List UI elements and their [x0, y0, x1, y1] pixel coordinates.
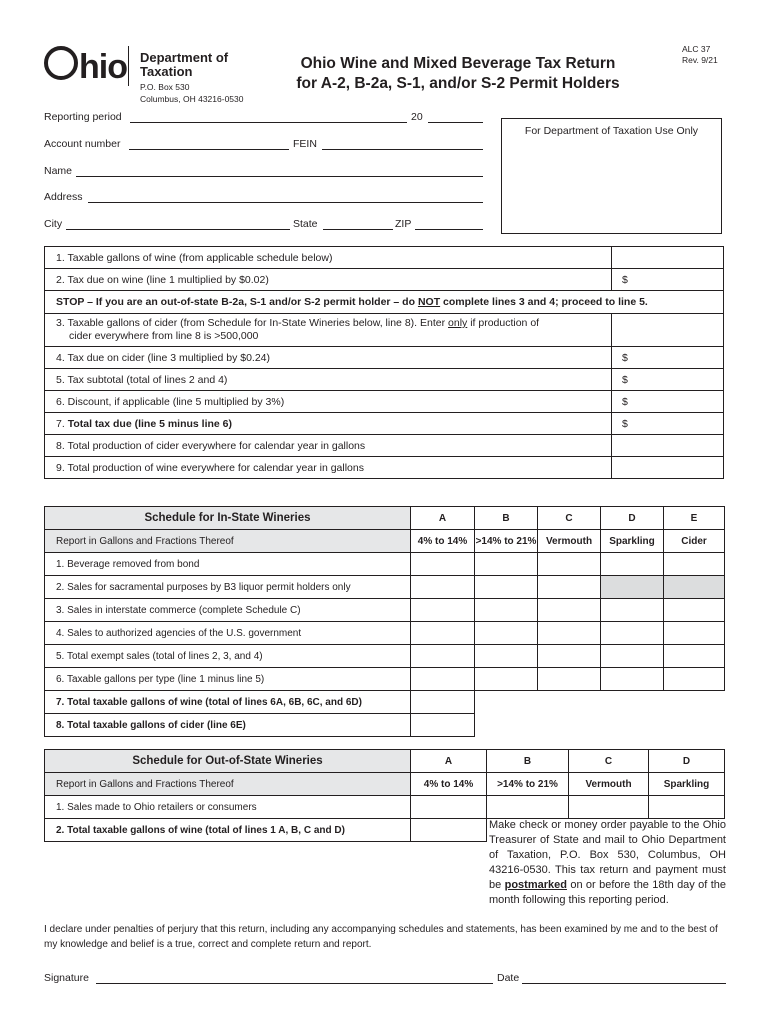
stop-instruction: STOP – If you are an out-of-state B-2a, S-1 and/or S-2 permit holder – do NOT complete lines 3 and 4; proceed to line 5. [45, 291, 724, 314]
line-2-amount[interactable]: $ [612, 269, 724, 291]
instate-col-label-b: >14% to 21% [475, 530, 538, 553]
line-4-label: 4. Tax due on cider (line 3 multiplied by $0.24) [45, 347, 612, 369]
outstate-col-label-c: Vermouth [569, 773, 649, 796]
outstate-row-2: 2. Total taxable gallons of wine (total of lines 1 A, B, C and D) [45, 819, 725, 842]
outstate-col-label-a: 4% to 14% [411, 773, 487, 796]
instate-col-b: B [475, 507, 538, 530]
reporting-period-field[interactable] [130, 122, 407, 123]
instate-col-label-c: Vermouth [538, 530, 601, 553]
outstate-subtitle: Report in Gallons and Fractions Thereof [45, 773, 411, 796]
instate-row-4: 4. Sales to authorized agencies of the U.S. government [45, 622, 725, 645]
instate-col-d: D [601, 507, 664, 530]
line-1-label: 1. Taxable gallons of wine (from applicable schedule below) [45, 247, 612, 269]
tax-lines-table [44, 246, 724, 479]
city-label: City [44, 218, 63, 230]
instate-schedule-table [44, 506, 725, 737]
outstate-col-d: D [649, 750, 725, 773]
instate-row-8: 8. Total taxable gallons of cider (line 6E) [45, 714, 725, 737]
line-7-label: 7. Total tax due (line 5 minus line 6) [45, 413, 612, 435]
line-6-label: 6. Discount, if applicable (line 5 multiplied by 3%) [45, 391, 612, 413]
date-field[interactable] [522, 983, 726, 984]
reporting-period-label: Reporting period [44, 111, 122, 123]
outstate-row-1: 1. Sales made to Ohio retailers or consumers [45, 796, 725, 819]
account-number-field[interactable] [129, 149, 289, 150]
year-field[interactable] [428, 122, 483, 123]
zip-label: ZIP [395, 218, 412, 230]
instate-row-6: 6. Taxable gallons per type (line 1 minus line 5) [45, 668, 725, 691]
line-8-label: 8. Total production of cider everywhere for calendar year in gallons [45, 435, 612, 457]
line-9-amount[interactable] [612, 457, 724, 479]
line-1-amount[interactable] [612, 247, 724, 269]
name-label: Name [44, 165, 73, 177]
year-prefix-label: 20 [411, 111, 423, 123]
line-5-label: 5. Tax subtotal (total of lines 2 and 4) [45, 369, 612, 391]
instate-subtitle: Report in Gallons and Fractions Thereof [45, 530, 411, 553]
signature-label: Signature [44, 972, 89, 984]
signature-field[interactable] [96, 983, 493, 984]
state-field[interactable] [323, 229, 393, 230]
outstate-col-a: A [411, 750, 487, 773]
line-5-amount[interactable]: $ [612, 369, 724, 391]
instate-col-e: E [664, 507, 725, 530]
line-3-label: 3. Taxable gallons of cider (from Schedule for In-State Wineries below, line 8). Enter only if production of cider everywhere from line 8 is >500,000 [45, 314, 612, 347]
line-2-label: 2. Tax due on wine (line 1 multiplied by $0.02) [45, 269, 612, 291]
instate-row-3: 3. Sales in interstate commerce (complete Schedule C) [45, 599, 725, 622]
date-label: Date [497, 972, 520, 984]
instate-row-5: 5. Total exempt sales (total of lines 2, 3, and 4) [45, 645, 725, 668]
address-label: Address [44, 191, 83, 203]
address-field[interactable] [88, 202, 483, 203]
instate-row-2: 2. Sales for sacramental purposes by B3 liquor permit holders only [45, 576, 725, 599]
outstate-col-label-b: >14% to 21% [487, 773, 569, 796]
line-3-amount[interactable] [612, 314, 724, 347]
fein-label: FEIN [293, 138, 317, 150]
line-4-amount[interactable]: $ [612, 347, 724, 369]
line-7-amount[interactable]: $ [612, 413, 724, 435]
instate-col-a: A [411, 507, 475, 530]
state-label: State [293, 218, 318, 230]
outstate-col-label-d: Sparkling [649, 773, 725, 796]
department-name: Department of Taxation [140, 50, 229, 79]
instate-schedule-title: Schedule for In-State Wineries [45, 507, 411, 530]
ohio-logo-o-icon [44, 46, 78, 80]
city-field[interactable] [66, 229, 290, 230]
perjury-declaration: I declare under penalties of perjury that this return, including any accompanying schedules and statements, has been examined by me and to the best of my knowledge and belief is a true, correct and complete return and report. [44, 924, 718, 950]
department-address: P.O. Box 530 Columbus, OH 43216-0530 [140, 82, 244, 104]
form-id: ALC 37 Rev. 9/21 [682, 44, 718, 65]
instate-row-7: 7. Total taxable gallons of wine (total of lines 6A, 6B, 6C, and 6D) [45, 691, 725, 714]
outstate-schedule-title: Schedule for Out-of-State Wineries [45, 750, 411, 773]
instate-col-label-d: Sparkling [601, 530, 664, 553]
fein-field[interactable] [322, 149, 483, 150]
office-use-box: For Department of Taxation Use Only [501, 118, 722, 234]
instate-col-c: C [538, 507, 601, 530]
logo-divider [128, 46, 129, 86]
ohio-logo: hio [44, 44, 127, 87]
account-number-label: Account number [44, 138, 121, 150]
zip-field[interactable] [415, 229, 483, 230]
line-9-label: 9. Total production of wine everywhere for calendar year in gallons [45, 457, 612, 479]
mailing-instructions: Make check or money order payable to the Ohio Treasurer of State and mail to Ohio Department of Taxation, P.O. Box 530, Columbus, OH 43216-0530. This tax return and payment must be postmarked on or before the 18th day of the month following this reporting period. [489, 819, 726, 906]
form-title: Ohio Wine and Mixed Beverage Tax Return for A-2, B-2a, S-1, and/or S-2 Permit Holders [296, 55, 620, 92]
name-field[interactable] [76, 176, 483, 177]
outstate-col-c: C [569, 750, 649, 773]
instate-col-label-e: Cider [664, 530, 725, 553]
instate-row-1: 1. Beverage removed from bond [45, 553, 725, 576]
outstate-col-b: B [487, 750, 569, 773]
line-6-amount[interactable]: $ [612, 391, 724, 413]
instate-col-label-a: 4% to 14% [411, 530, 475, 553]
line-8-amount[interactable] [612, 435, 724, 457]
